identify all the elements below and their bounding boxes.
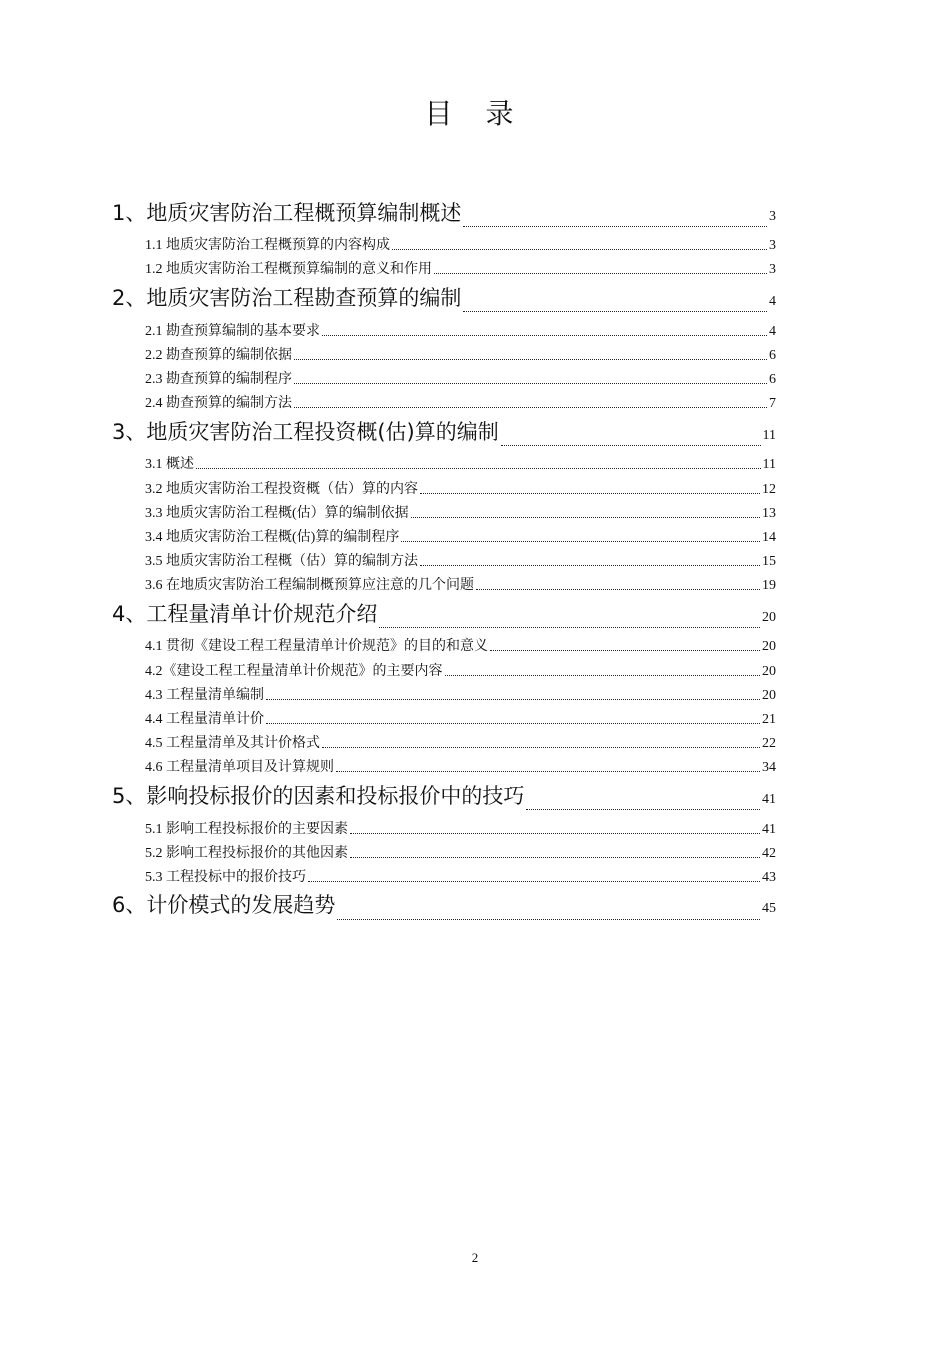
toc-leader-dots [266,723,760,724]
toc-section-entry[interactable] [112,570,776,594]
toc-leader-dots [463,226,767,227]
toc-entry-title: 1、地质灾害防治工程概预算编制概述 [112,200,462,225]
toc-leader-dots [336,771,760,772]
toc-entry-title: 2.1 勘查预算编制的基本要求 [145,323,320,339]
toc-entry-title: 6、计价模式的发展趋势 [112,893,336,918]
toc-section-entry[interactable] [112,449,776,473]
toc-leader-dots [350,857,760,858]
toc-entry-title: 4.4 工程量清单计价 [145,712,264,727]
toc-entry-title: 3.4 地质灾害防治工程概(估)算的编制程序 [145,529,400,545]
toc-section-entry[interactable] [112,752,776,776]
toc-leader-dots [294,383,767,384]
toc-entry-title: 4.2《建设工程工程量清单计价规范》的主要内容 [145,663,443,679]
toc-entry-title: 2.4 勘查预算的编制方法 [145,396,292,412]
toc-entry-title: 3、地质灾害防治工程投资概(估)算的编制 [112,419,499,444]
toc-section-entry[interactable] [112,473,776,497]
toc-section-entry[interactable] [112,546,776,570]
toc-section-entry[interactable] [112,680,776,704]
toc-entry-title: 2.3 勘查预算的编制程序 [145,371,292,387]
toc-entry-page: 11 [762,457,776,473]
toc-entry-page: 6 [769,371,776,387]
toc-entry-title: 5.1 影响工程投标报价的主要因素 [145,821,348,837]
toc-section-entry[interactable] [112,315,776,339]
toc-entry-title: 3.3 地质灾害防治工程概(估）算的编制依据 [145,505,409,521]
toc-entry-title: 1.2 地质灾害防治工程概预算编制的意义和作用 [145,262,432,278]
toc-entry-title: 3.5 地质灾害防治工程概（估）算的编制方法 [145,554,418,570]
toc-entry-page: 21 [762,712,776,727]
toc-entry-page: 20 [762,687,776,703]
toc-entry-page: 3 [769,208,776,224]
toc-leader-dots [420,493,760,494]
toc-section-entry[interactable] [112,388,776,412]
toc-entry-page: 22 [762,736,776,752]
toc-leader-dots [308,881,760,882]
toc-entry-title: 4.3 工程量清单编制 [145,687,264,703]
toc-entry-title: 2.2 勘查预算的编制依据 [145,347,292,363]
toc-leader-dots [337,919,760,920]
toc-leader-dots [420,565,760,566]
toc-section-entry[interactable] [112,340,776,364]
toc-entry-page: 3 [769,262,776,278]
toc-entry-title: 4.1 贯彻《建设工程工程量清单计价规范》的目的和意义 [145,639,488,655]
toc-entry-title: 3.1 概述 [145,457,194,473]
toc-section-entry[interactable] [112,704,776,728]
toc-entry-page: 42 [762,845,776,861]
toc-section-entry[interactable] [112,631,776,655]
toc-entry-page: 13 [762,505,776,521]
toc-section-entry[interactable] [112,655,776,679]
toc-leader-dots [401,541,760,542]
toc-entry-page: 15 [762,554,776,570]
toc-leader-dots [476,589,760,590]
toc-entry-page: 45 [762,901,776,917]
page-number: 2 [471,1250,479,1265]
page-title: 目 录 [424,97,526,130]
toc-entry-page: 20 [762,663,776,679]
toc-leader-dots [501,445,761,446]
toc-entry-page: 14 [762,529,776,545]
toc-section-entry[interactable] [112,364,776,388]
toc-entry-page: 12 [762,481,776,497]
toc-section-entry[interactable] [112,522,776,546]
toc-entry-page: 7 [769,396,776,412]
toc-leader-dots [445,675,761,676]
toc-leader-dots [266,699,760,700]
toc-entry-page: 20 [762,609,776,625]
toc-section-entry[interactable] [112,254,776,278]
toc-leader-dots [322,747,760,748]
toc-entry-page: 41 [762,821,776,837]
toc-chapter-entry[interactable] [112,193,776,230]
toc-leader-dots [411,517,760,518]
toc-leader-dots [490,650,760,651]
toc-entry-page: 20 [762,639,776,655]
toc-leader-dots [294,359,767,360]
toc-entry-page: 19 [762,578,776,594]
toc-entry-page: 4 [769,293,776,309]
toc-entry-title: 3.6 在地质灾害防治工程编制概预算应注意的几个问题 [145,578,474,594]
toc-leader-dots [526,809,760,810]
table-of-contents [112,193,776,923]
toc-leader-dots [463,311,767,312]
toc-section-entry[interactable] [112,728,776,752]
toc-chapter-entry[interactable] [112,776,776,813]
toc-chapter-entry[interactable] [112,594,776,631]
toc-leader-dots [379,627,760,628]
toc-entry-title: 5.2 影响工程投标报价的其他因素 [145,845,348,861]
toc-entry-page: 43 [762,869,776,885]
toc-leader-dots [322,335,767,336]
toc-entry-page: 41 [762,791,776,807]
toc-entry-title: 4.5 工程量清单及其计价格式 [145,736,320,752]
toc-entry-page: 4 [769,323,776,339]
toc-entry-page: 3 [769,238,776,254]
toc-section-entry[interactable] [112,498,776,522]
toc-leader-dots [350,833,760,834]
toc-section-entry[interactable] [112,230,776,254]
toc-entry-title: 5、影响投标报价的因素和投标报价中的技巧 [112,783,525,808]
toc-entry-page: 11 [762,427,776,443]
toc-entry-title: 1.1 地质灾害防治工程概预算的内容构成 [145,238,390,254]
toc-chapter-entry[interactable] [112,278,776,315]
toc-section-entry[interactable] [112,862,776,886]
toc-leader-dots [196,468,761,469]
toc-section-entry[interactable] [112,838,776,862]
toc-entry-page: 6 [769,347,776,363]
toc-entry-title: 3.2 地质灾害防治工程投资概（估）算的内容 [145,481,418,497]
toc-chapter-entry[interactable] [112,886,776,923]
toc-leader-dots [294,407,767,408]
toc-section-entry[interactable] [112,813,776,837]
toc-entry-title: 2、地质灾害防治工程勘查预算的编制 [112,285,462,310]
toc-entry-title: 4.6 工程量清单项目及计算规则 [145,760,334,776]
toc-entry-title: 5.3 工程投标中的报价技巧 [145,869,306,885]
toc-entry-page: 34 [762,760,776,776]
toc-leader-dots [392,249,767,250]
toc-entry-title: 4、工程量清单计价规范介绍 [112,601,378,626]
toc-leader-dots [434,273,767,274]
toc-chapter-entry[interactable] [112,412,776,449]
